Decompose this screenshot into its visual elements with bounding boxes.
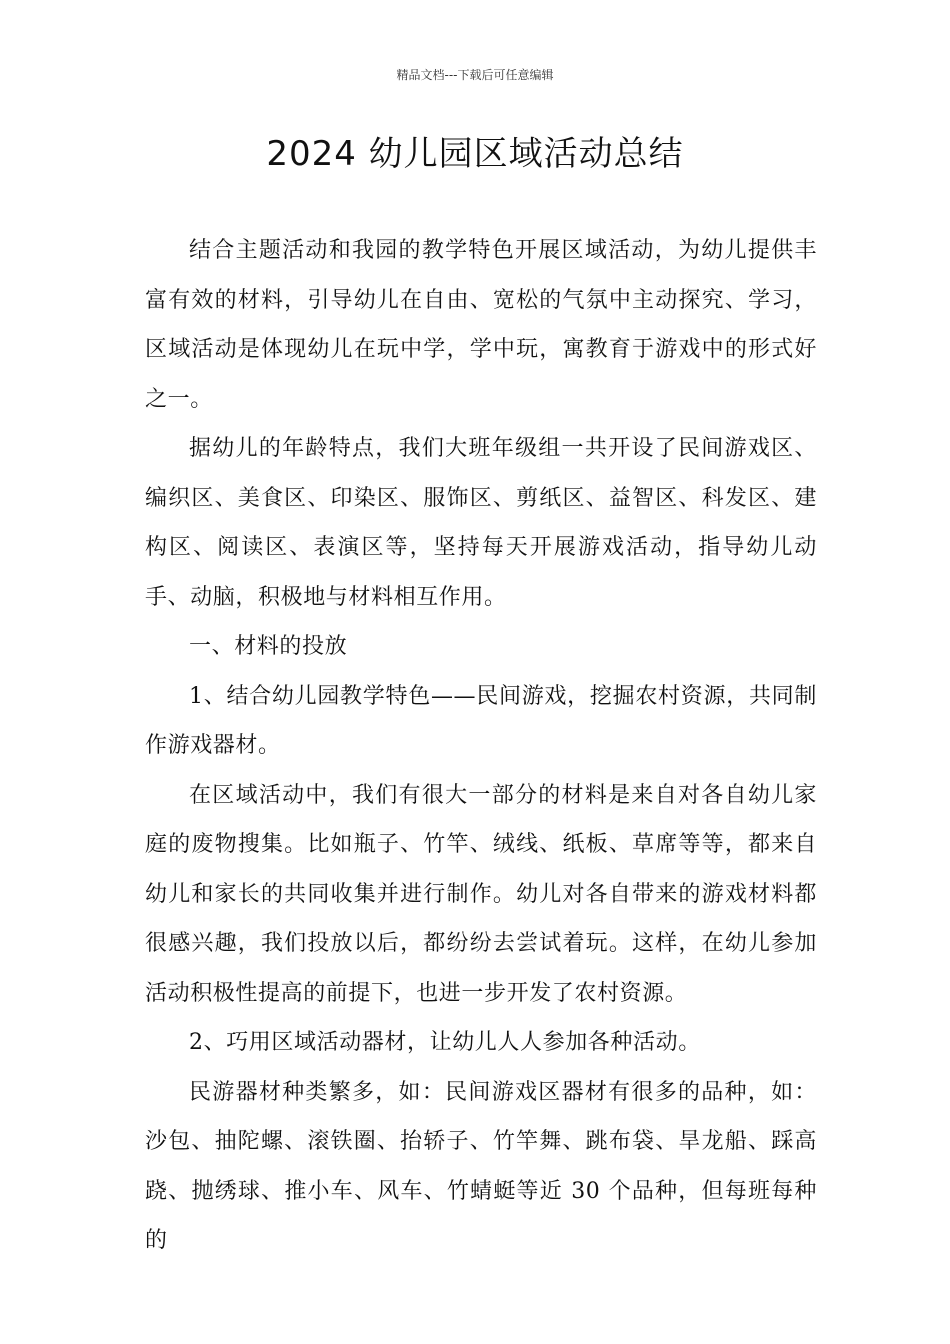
paragraph-material-collection: 在区域活动中，我们有很大一部分的材料是来自对各自幼儿家庭的废物搜集。比如瓶子、竹竿、绒线、纸板、草席等等，都来自幼儿和家长的共同收集并进行制作。幼儿对各自带来的游戏材料都很感兴趣，我们投放以后，都纷纷去尝试着玩。这样，在幼儿参加活动积极性提高的前提下，也进一步开发了农村资源。	[145, 782, 817, 1006]
paragraph-activity-areas: 据幼儿的年龄特点，我们大班年级组一共开设了民间游戏区、编织区、美食区、印染区、服饰区、剪纸区、益智区、科发区、建构区、阅读区、表演区等，坚持每天开展游戏活动，指导幼儿动手、动脑，积极地与材料相互作用。	[145, 436, 817, 610]
paragraph-equipment-types: 民游器材种类繁多，如：民间游戏区器材有很多的品种，如：沙包、抽陀螺、滚铁圈、抬轿子、竹竿舞、跳布袋、旱龙船、踩高跷、抛绣球、推小车、风车、竹蜻蜓等近 30 个品种，但每班每种的	[145, 1079, 817, 1253]
subsection-heading-equipment: 2、巧用区域活动器材，让幼儿人人参加各种活动。	[189, 1030, 701, 1055]
document-title: 2024 幼儿园区域活动总结	[266, 134, 684, 174]
section-heading-materials: 一、材料的投放	[189, 634, 348, 659]
subsection-heading-folk-games: 1、结合幼儿园教学特色——民间游戏，挖掘农村资源，共同制作游戏器材。	[145, 683, 817, 758]
paragraph-intro: 结合主题活动和我园的教学特色开展区域活动，为幼儿提供丰富有效的材料，引导幼儿在自由、宽松的气氛中主动探究、学习，区域活动是体现幼儿在玩中学，学中玩，寓教育于游戏中的形式好之一。	[145, 238, 817, 412]
document-header-note: 精品文档---下载后可任意编辑	[396, 68, 554, 82]
document-body	[145, 226, 817, 1266]
